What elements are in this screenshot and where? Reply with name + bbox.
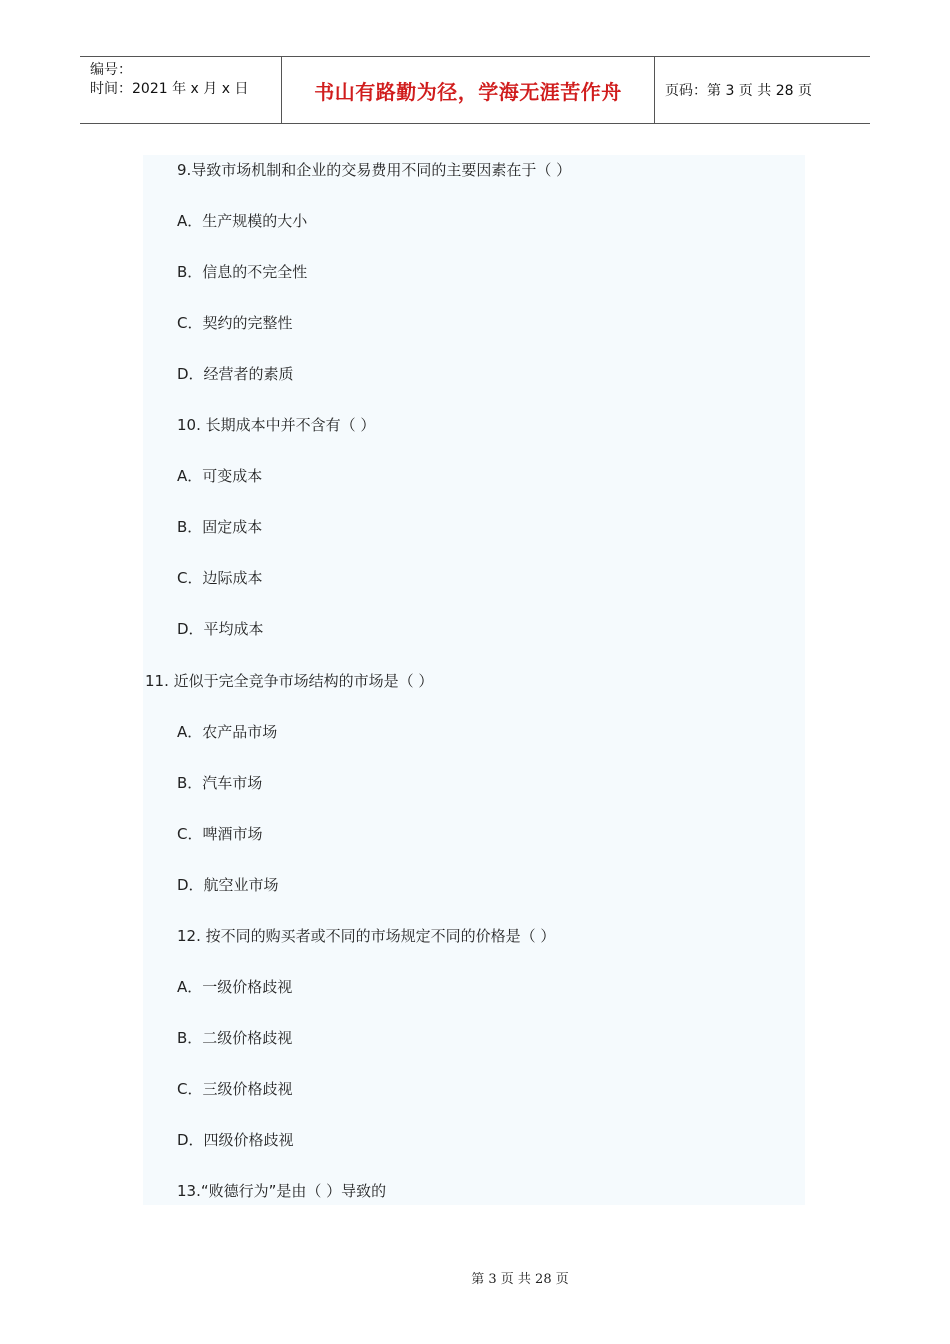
- page-footer: 第 3 页 共 28 页: [471, 1272, 569, 1287]
- question-option: A．农产品市场: [177, 723, 278, 741]
- question-option: C．啤酒市场: [177, 825, 263, 843]
- question-option: C．边际成本: [177, 569, 263, 587]
- question-option: B．信息的不完全性: [177, 263, 308, 281]
- header-page-cell: [655, 57, 870, 123]
- page-header: [80, 56, 870, 124]
- question-stem: 13.“败德行为”是由（ ）导致的: [177, 1182, 387, 1200]
- question-option: A．一级价格歧视: [177, 978, 293, 996]
- question-option: D．航空业市场: [177, 876, 279, 894]
- header-motto-cell: [281, 57, 655, 123]
- question-option: D．平均成本: [177, 620, 264, 638]
- question-option: A．可变成本: [177, 467, 263, 485]
- question-stem: 10. 长期成本中并不含有（ ）: [177, 416, 376, 434]
- document-date-label: 时间：2021 年 x 月 x 日: [90, 81, 249, 97]
- question-option: B．二级价格歧视: [177, 1029, 293, 1047]
- question-stem: 9.导致市场机制和企业的交易费用不同的主要因素在于（ ）: [177, 161, 572, 179]
- document-number-label: 编号：: [90, 62, 132, 78]
- question-option: D．四级价格歧视: [177, 1131, 294, 1149]
- question-option: D．经营者的素质: [177, 365, 294, 383]
- question-option: C．契约的完整性: [177, 314, 293, 332]
- question-option: C．三级价格歧视: [177, 1080, 293, 1098]
- header-page-info: 页码：第 3 页 共 28 页: [665, 83, 812, 99]
- question-stem: 12. 按不同的购买者或不同的市场规定不同的价格是（ ）: [177, 927, 556, 945]
- question-option: A．生产规模的大小: [177, 212, 308, 230]
- question-option: B．固定成本: [177, 518, 263, 536]
- question-option: B．汽车市场: [177, 774, 263, 792]
- header-meta-cell: [80, 57, 281, 123]
- question-stem: 11. 近似于完全竞争市场结构的市场是（ ）: [145, 672, 434, 690]
- header-motto: 书山有路勤为径，学海无涯苦作舟: [314, 79, 622, 104]
